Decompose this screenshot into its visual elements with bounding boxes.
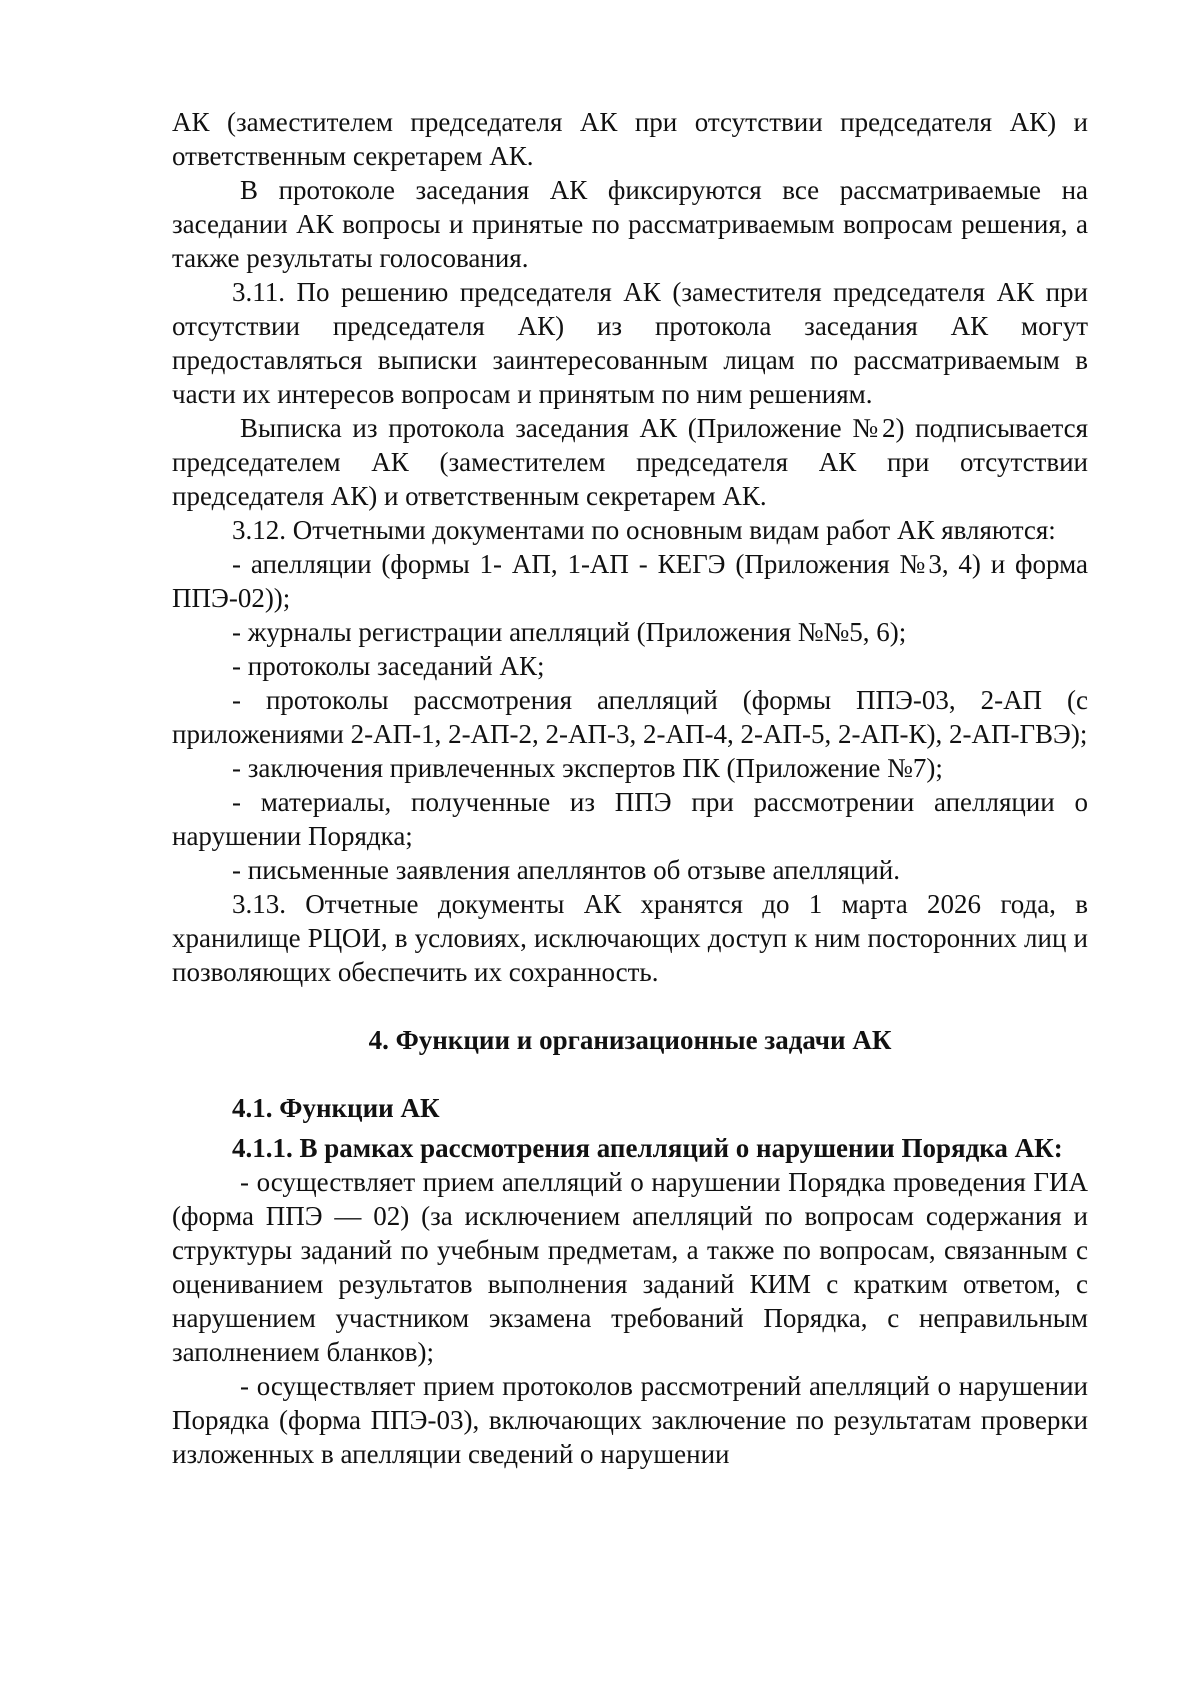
paragraph: Выписка из протокола заседания АК (Приложение №2) подписывается председателем АК (заместителем председателя АК при отсутствии председателя АК) и ответственным секретарем АК. xyxy=(172,413,1088,511)
list-item: - осуществляет прием протоколов рассмотрений апелляций о нарушении Порядка (форма ППЭ-03), включающих заключение по результатам проверки изложенных в апелляции сведений о нарушении xyxy=(172,1371,1088,1469)
list-item: - материалы, полученные из ППЭ при рассмотрении апелляции о нарушении Порядка; xyxy=(172,787,1088,851)
list-item: - протоколы заседаний АК; xyxy=(232,651,545,681)
paragraph: 3.13. Отчетные документы АК хранятся до 1 марта 2026 года, в хранилище РЦОИ, в условиях, исключающих доступ к ним посторонних лиц и позволяющих обеспечить их сохранность. xyxy=(172,889,1088,987)
section-heading: 4. Функции и организационные задачи АК xyxy=(368,1025,892,1055)
list-item: - апелляции (формы 1- АП, 1-АП - КЕГЭ (Приложения №3, 4) и форма ППЭ-02)); xyxy=(172,549,1088,613)
subsubsection-heading: 4.1.1. В рамках рассмотрения апелляций о нарушении Порядка АК: xyxy=(232,1133,1063,1163)
paragraph: 3.11. По решению председателя АК (заместителя председателя АК при отсутствии председателя АК) из протокола заседания АК могут предоставляться выписки заинтересованным лицам по рассматриваемым в части их интересов вопросам и принятым по ним решениям. xyxy=(172,277,1088,409)
list-item: - журналы регистрации апелляций (Приложения №№5, 6); xyxy=(232,617,907,647)
list-item: - осуществляет прием апелляций о нарушении Порядка проведения ГИА (форма ППЭ — 02) (за исключением апелляций по вопросам содержания и структуры заданий по учебным предметам, а также по вопросам, связанным с оцениванием результатов выполнения заданий КИМ с кратким ответом, с нарушением участником экзамена требований Порядка, с неправильным заполнением бланков); xyxy=(172,1167,1088,1367)
paragraph: АК (заместителем председателя АК при отсутствии председателя АК) и ответственным секретарем АК. xyxy=(172,107,1088,171)
page-content xyxy=(172,105,1088,1471)
list-item: - письменные заявления апеллянтов об отзыве апелляций. xyxy=(232,855,900,885)
paragraph: 3.12. Отчетными документами по основным видам работ АК являются: xyxy=(232,515,1056,545)
list-item: - протоколы рассмотрения апелляций (формы ППЭ-03, 2-АП (с приложениями 2-АП-1, 2-АП-2, 2-АП-3, 2-АП-4, 2-АП-5, 2-АП-К), 2-АП-ГВЭ); xyxy=(172,685,1088,749)
subsection-heading: 4.1. Функции АК xyxy=(232,1093,440,1123)
list-item: - заключения привлеченных экспертов ПК (Приложение №7); xyxy=(232,753,943,783)
paragraph: В протоколе заседания АК фиксируются все рассматриваемые на заседании АК вопросы и принятые по рассматриваемым вопросам решения, а также результаты голосования. xyxy=(172,175,1088,273)
